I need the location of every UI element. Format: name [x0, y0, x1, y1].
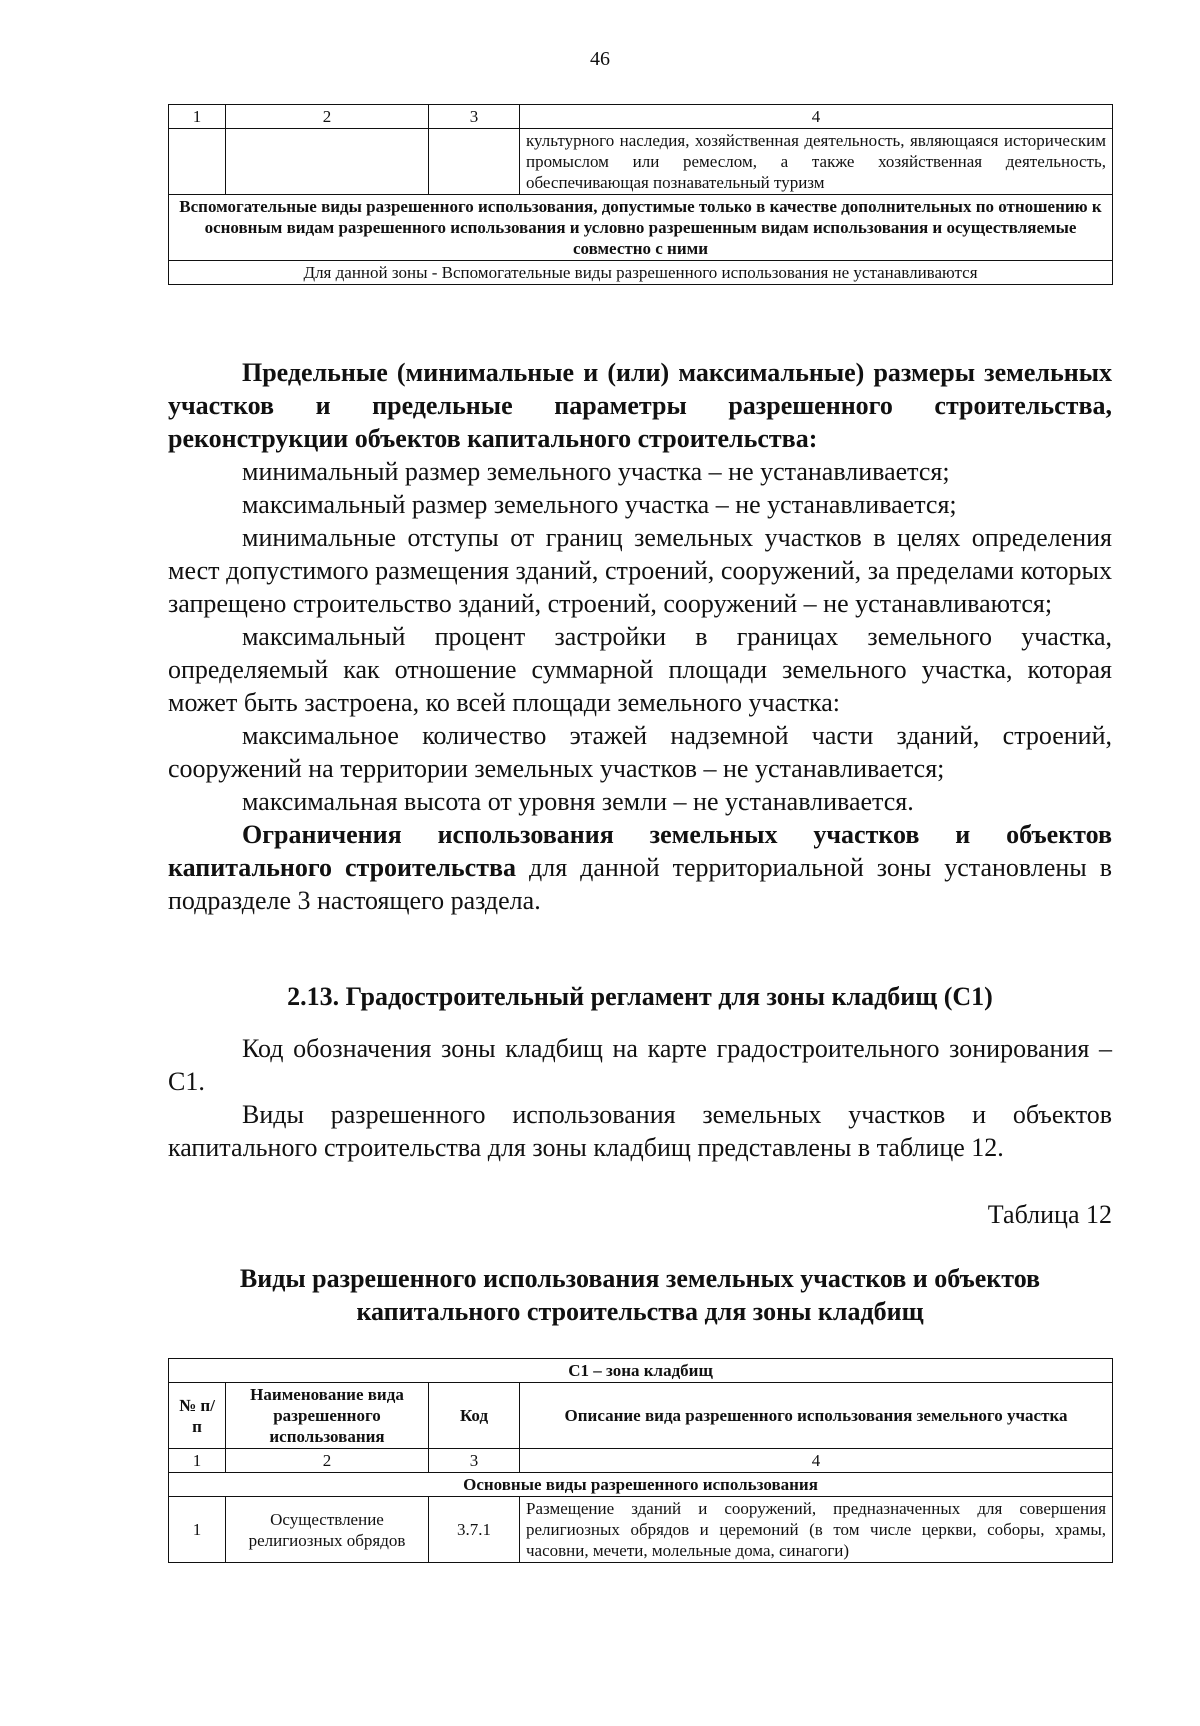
restrictions-paragraph: [168, 818, 1112, 917]
table-row: [169, 1473, 1113, 1497]
table-row: [169, 1359, 1113, 1383]
table-cell: 1: [169, 105, 226, 129]
limit-coverage: максимальный процент застройки в границах земельного участка, определяемый как отношение суммарной площади земельного участка, которая может быть застроена, ко всей площади земельного участка:: [168, 622, 1112, 717]
main-uses-header: Основные виды разрешенного использования: [169, 1473, 1113, 1497]
table-cell: 2: [226, 1449, 429, 1473]
row-name: Осуществление религиозных обрядов: [226, 1497, 429, 1563]
limit-max-size: максимальный размер земельного участка – не устанавливается;: [242, 490, 957, 519]
table-cell: 1: [169, 1449, 226, 1473]
table-cell: 3: [429, 105, 520, 129]
table-label: Таблица 12: [987, 1200, 1112, 1229]
table-row: [169, 261, 1113, 285]
table-header-row: [169, 1383, 1113, 1449]
table-row: [169, 1449, 1113, 1473]
header-code: Код: [429, 1383, 520, 1449]
table-title-wrap: [168, 1262, 1112, 1328]
section-title: 2.13. Градостроительный регламент для зоны кладбищ (С1): [287, 982, 993, 1011]
aux-uses-header: Вспомогательные виды разрешенного использования, допустимые только в качестве дополнительных по отношению к основным видам разрешенного использования и условно разрешенным видам использования и осуществляемые совместно с ними: [169, 195, 1113, 261]
row-code: 3.7.1: [429, 1497, 520, 1563]
table-row: [169, 129, 1113, 195]
table-title: Виды разрешенного использования земельных участков и объектов капитального строительства для зоны кладбищ: [239, 1264, 1041, 1326]
section-body: [168, 1032, 1112, 1164]
limits-block: [168, 356, 1112, 917]
restrictions-bold: Ограничения использования земельных участков и объектов капитального строительства: [168, 820, 1112, 882]
uses-intro-paragraph: Виды разрешенного использования земельных участков и объектов капитального строительства для зоны кладбищ представлены в таблице 12.: [168, 1100, 1112, 1162]
table-cell: 4: [520, 1449, 1113, 1473]
row-num: 1: [169, 1497, 226, 1563]
zone-code-paragraph: Код обозначения зоны кладбищ на карте градостроительного зонирования – С1.: [168, 1034, 1112, 1096]
page-number: 46: [590, 48, 610, 70]
table-cell: 2: [226, 105, 429, 129]
limit-min-size: минимальный размер земельного участка – не устанавливается;: [242, 457, 950, 486]
restrictions-text: для данной территориальной зоны установлены в подразделе 3 настоящего раздела.: [168, 853, 1112, 915]
table-12: [168, 1358, 1113, 1563]
table-row: [169, 1497, 1113, 1563]
continued-description: культурного наследия, хозяйственная деятельность, являющаяся историческим промыслом или ремеслом, а также хозяйственная деятельность, обеспечивающая познавательный туризм: [520, 129, 1113, 195]
table-cell: [169, 129, 226, 195]
limit-setbacks: минимальные отступы от границ земельных участков в целях определения мест допустимого размещения зданий, строений, сооружений, за пределами которых запрещено строительство зданий, строений, сооружений – не устанавливаются;: [168, 523, 1112, 618]
header-num: № п/п: [169, 1383, 226, 1449]
aux-uses-note: Для данной зоны - Вспомогательные виды разрешенного использования не устанавливаются: [169, 261, 1113, 285]
continued-table: [168, 104, 1113, 285]
table-cell: 4: [520, 105, 1113, 129]
table-cell: 3: [429, 1449, 520, 1473]
limits-heading: Предельные (минимальные и (или) максимальные) размеры земельных участков и предельные параметры разрешенного строительства, реконструкции объектов капитального строительства:: [168, 358, 1112, 453]
table-cell: [429, 129, 520, 195]
zone-header: С1 – зона кладбищ: [169, 1359, 1113, 1383]
limit-floors: максимальное количество этажей надземной части зданий, строений, сооружений на территории земельных участков – не устанавливается;: [168, 721, 1112, 783]
limit-height: максимальная высота от уровня земли – не устанавливается.: [242, 787, 914, 816]
section-heading-wrap: [168, 980, 1112, 1013]
row-description: Размещение зданий и сооружений, предназначенных для совершения религиозных обрядов и церемоний (в том числе церкви, соборы, храмы, часовни, мечети, молельные дома, синагоги): [520, 1497, 1113, 1563]
table-row: [169, 105, 1113, 129]
header-description: Описание вида разрешенного использования земельного участка: [520, 1383, 1113, 1449]
table-row: [169, 195, 1113, 261]
table-cell: [226, 129, 429, 195]
header-name: Наименование вида разрешенного использования: [226, 1383, 429, 1449]
